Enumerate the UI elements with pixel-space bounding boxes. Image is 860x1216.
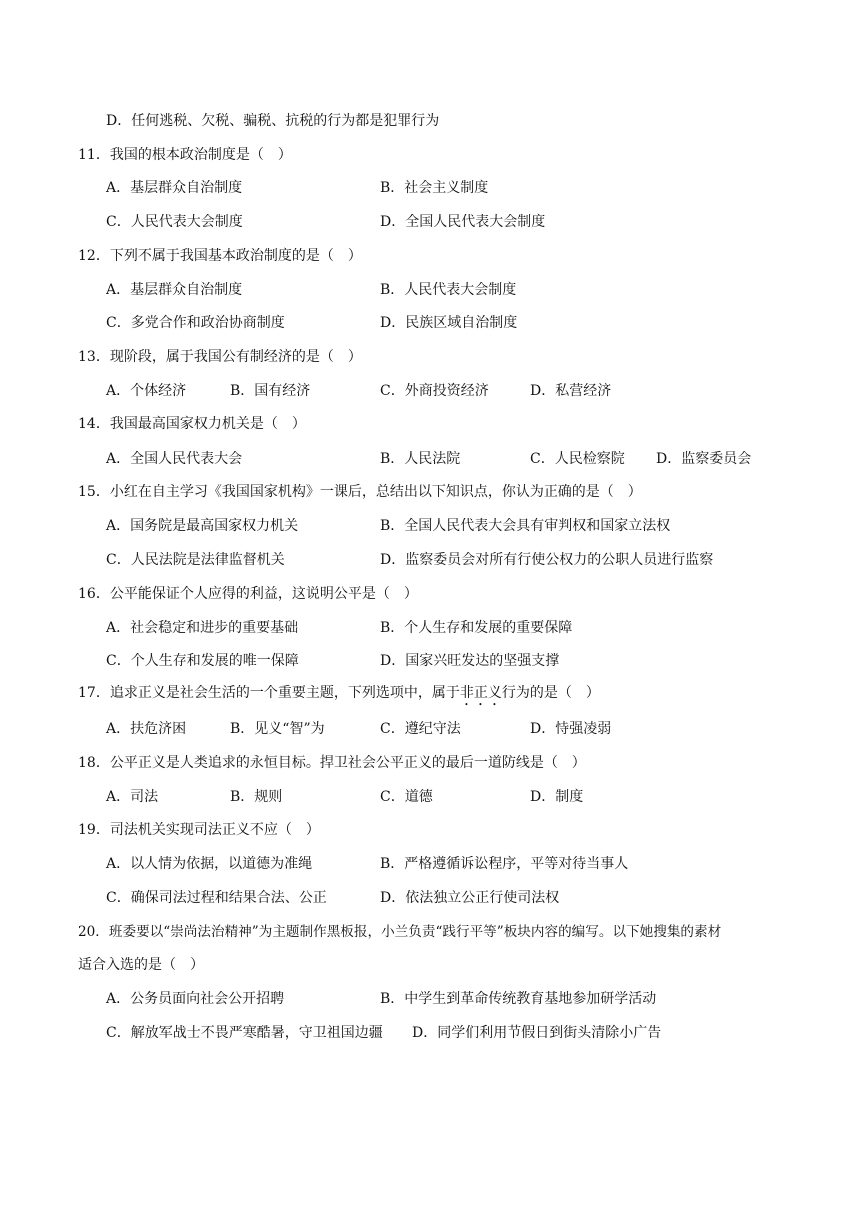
option-a: A．基层群众自治制度 (106, 180, 243, 196)
option-d: D．依法独立公正行使司法权 (380, 890, 560, 906)
option-b: B．规则 (230, 789, 283, 805)
question-stem: 11．我国的根本政治制度是（ ） (78, 147, 292, 163)
option-d: D．监察委员会 (656, 451, 752, 467)
question-stem: 19．司法机关实现司法正义不应（ ） (78, 822, 320, 838)
option-a: A．国务院是最高国家权力机关 (106, 518, 299, 534)
q10-option-d: D．任何逃税、欠税、骗税、抗税的行为都是犯罪行为 (106, 113, 440, 129)
option-c: C．多党合作和政治协商制度 (106, 315, 285, 331)
option-a: A．公务员面向社会公开招聘 (106, 991, 285, 1007)
option-d: D．民族区域自治制度 (380, 315, 518, 331)
option-c: C．个人生存和发展的唯一保障 (106, 653, 299, 669)
stem-text-before: 17．追求正义是社会生活的一个重要主题，下列选项中，属于 (78, 685, 460, 701)
question-stem: 18．公平正义是人类追求的永恒目标。捍卫社会公平正义的最后一道防线是（ ） (78, 755, 586, 771)
option-a: A．全国人民代表大会 (106, 451, 243, 467)
question-stem: 14．我国最高国家权力机关是（ ） (78, 416, 306, 432)
option-b: B．人民代表大会制度 (380, 282, 517, 298)
option-c: C．人民代表大会制度 (106, 214, 243, 230)
question-stem-line-1: 20．班委要以“崇尚法治精神”为主题制作黑板报，小兰负责“践行平等”板块内容的编写。以下她搜集的素材 (78, 924, 722, 940)
option-d: D．制度 (530, 789, 584, 805)
stem-text-after: 行为的是（ ） (501, 685, 600, 701)
option-d: D．同学们利用节假日到街头清除小广告 (412, 1025, 662, 1041)
option-a: A．以人情为依据，以道德为准绳 (106, 856, 313, 872)
question-stem: 13．现阶段，属于我国公有制经济的是（ ） (78, 349, 362, 365)
option-d: D．全国人民代表大会制度 (380, 214, 546, 230)
option-c: C．解放军战士不畏严寒酷暑，守卫祖国边疆 (106, 1025, 383, 1041)
option-a: A．扶危济困 (106, 721, 187, 737)
option-d: D．恃强凌弱 (530, 721, 612, 737)
emphasized-text: 非正义 (459, 685, 502, 701)
option-a: A．个体经济 (106, 383, 187, 399)
option-c: C．遵纪守法 (380, 721, 461, 737)
option-b: B．见义“智”为 (230, 721, 325, 737)
option-c: C．人民法院是法律监督机关 (106, 552, 285, 568)
option-a: A．社会稳定和进步的重要基础 (106, 620, 299, 636)
option-d: D．国家兴旺发达的坚强支撑 (380, 653, 560, 669)
question-stem (78, 683, 600, 709)
question-stem: 16．公平能保证个人应得的利益，这说明公平是（ ） (78, 586, 418, 602)
option-a: A．基层群众自治制度 (106, 282, 243, 298)
option-a: A．司法 (106, 789, 159, 805)
option-b: B．中学生到革命传统教育基地参加研学活动 (380, 991, 657, 1007)
option-c: C．道德 (380, 789, 433, 805)
option-b: B．国有经济 (230, 383, 311, 399)
option-c: C．外商投资经济 (380, 383, 489, 399)
option-b: B．社会主义制度 (380, 180, 489, 196)
option-d: D．私营经济 (530, 383, 612, 399)
option-b: B．全国人民代表大会具有审判权和国家立法权 (380, 518, 671, 534)
option-d: D．监察委员会对所有行使公权力的公职人员进行监察 (380, 552, 714, 568)
option-b: B．人民法院 (380, 451, 461, 467)
option-c: C．确保司法过程和结果合法、公正 (106, 890, 327, 906)
option-b: B．个人生存和发展的重要保障 (380, 620, 573, 636)
option-b: B．严格遵循诉讼程序，平等对待当事人 (380, 856, 629, 872)
option-c: C．人民检察院 (530, 451, 625, 467)
question-stem: 12．下列不属于我国基本政治制度的是（ ） (78, 248, 362, 264)
question-stem-line-2: 适合入选的是（ ） (78, 957, 204, 973)
question-stem: 15．小红在自主学习《我国国家机构》一课后，总结出以下知识点，你认为正确的是（ ） (78, 484, 642, 500)
